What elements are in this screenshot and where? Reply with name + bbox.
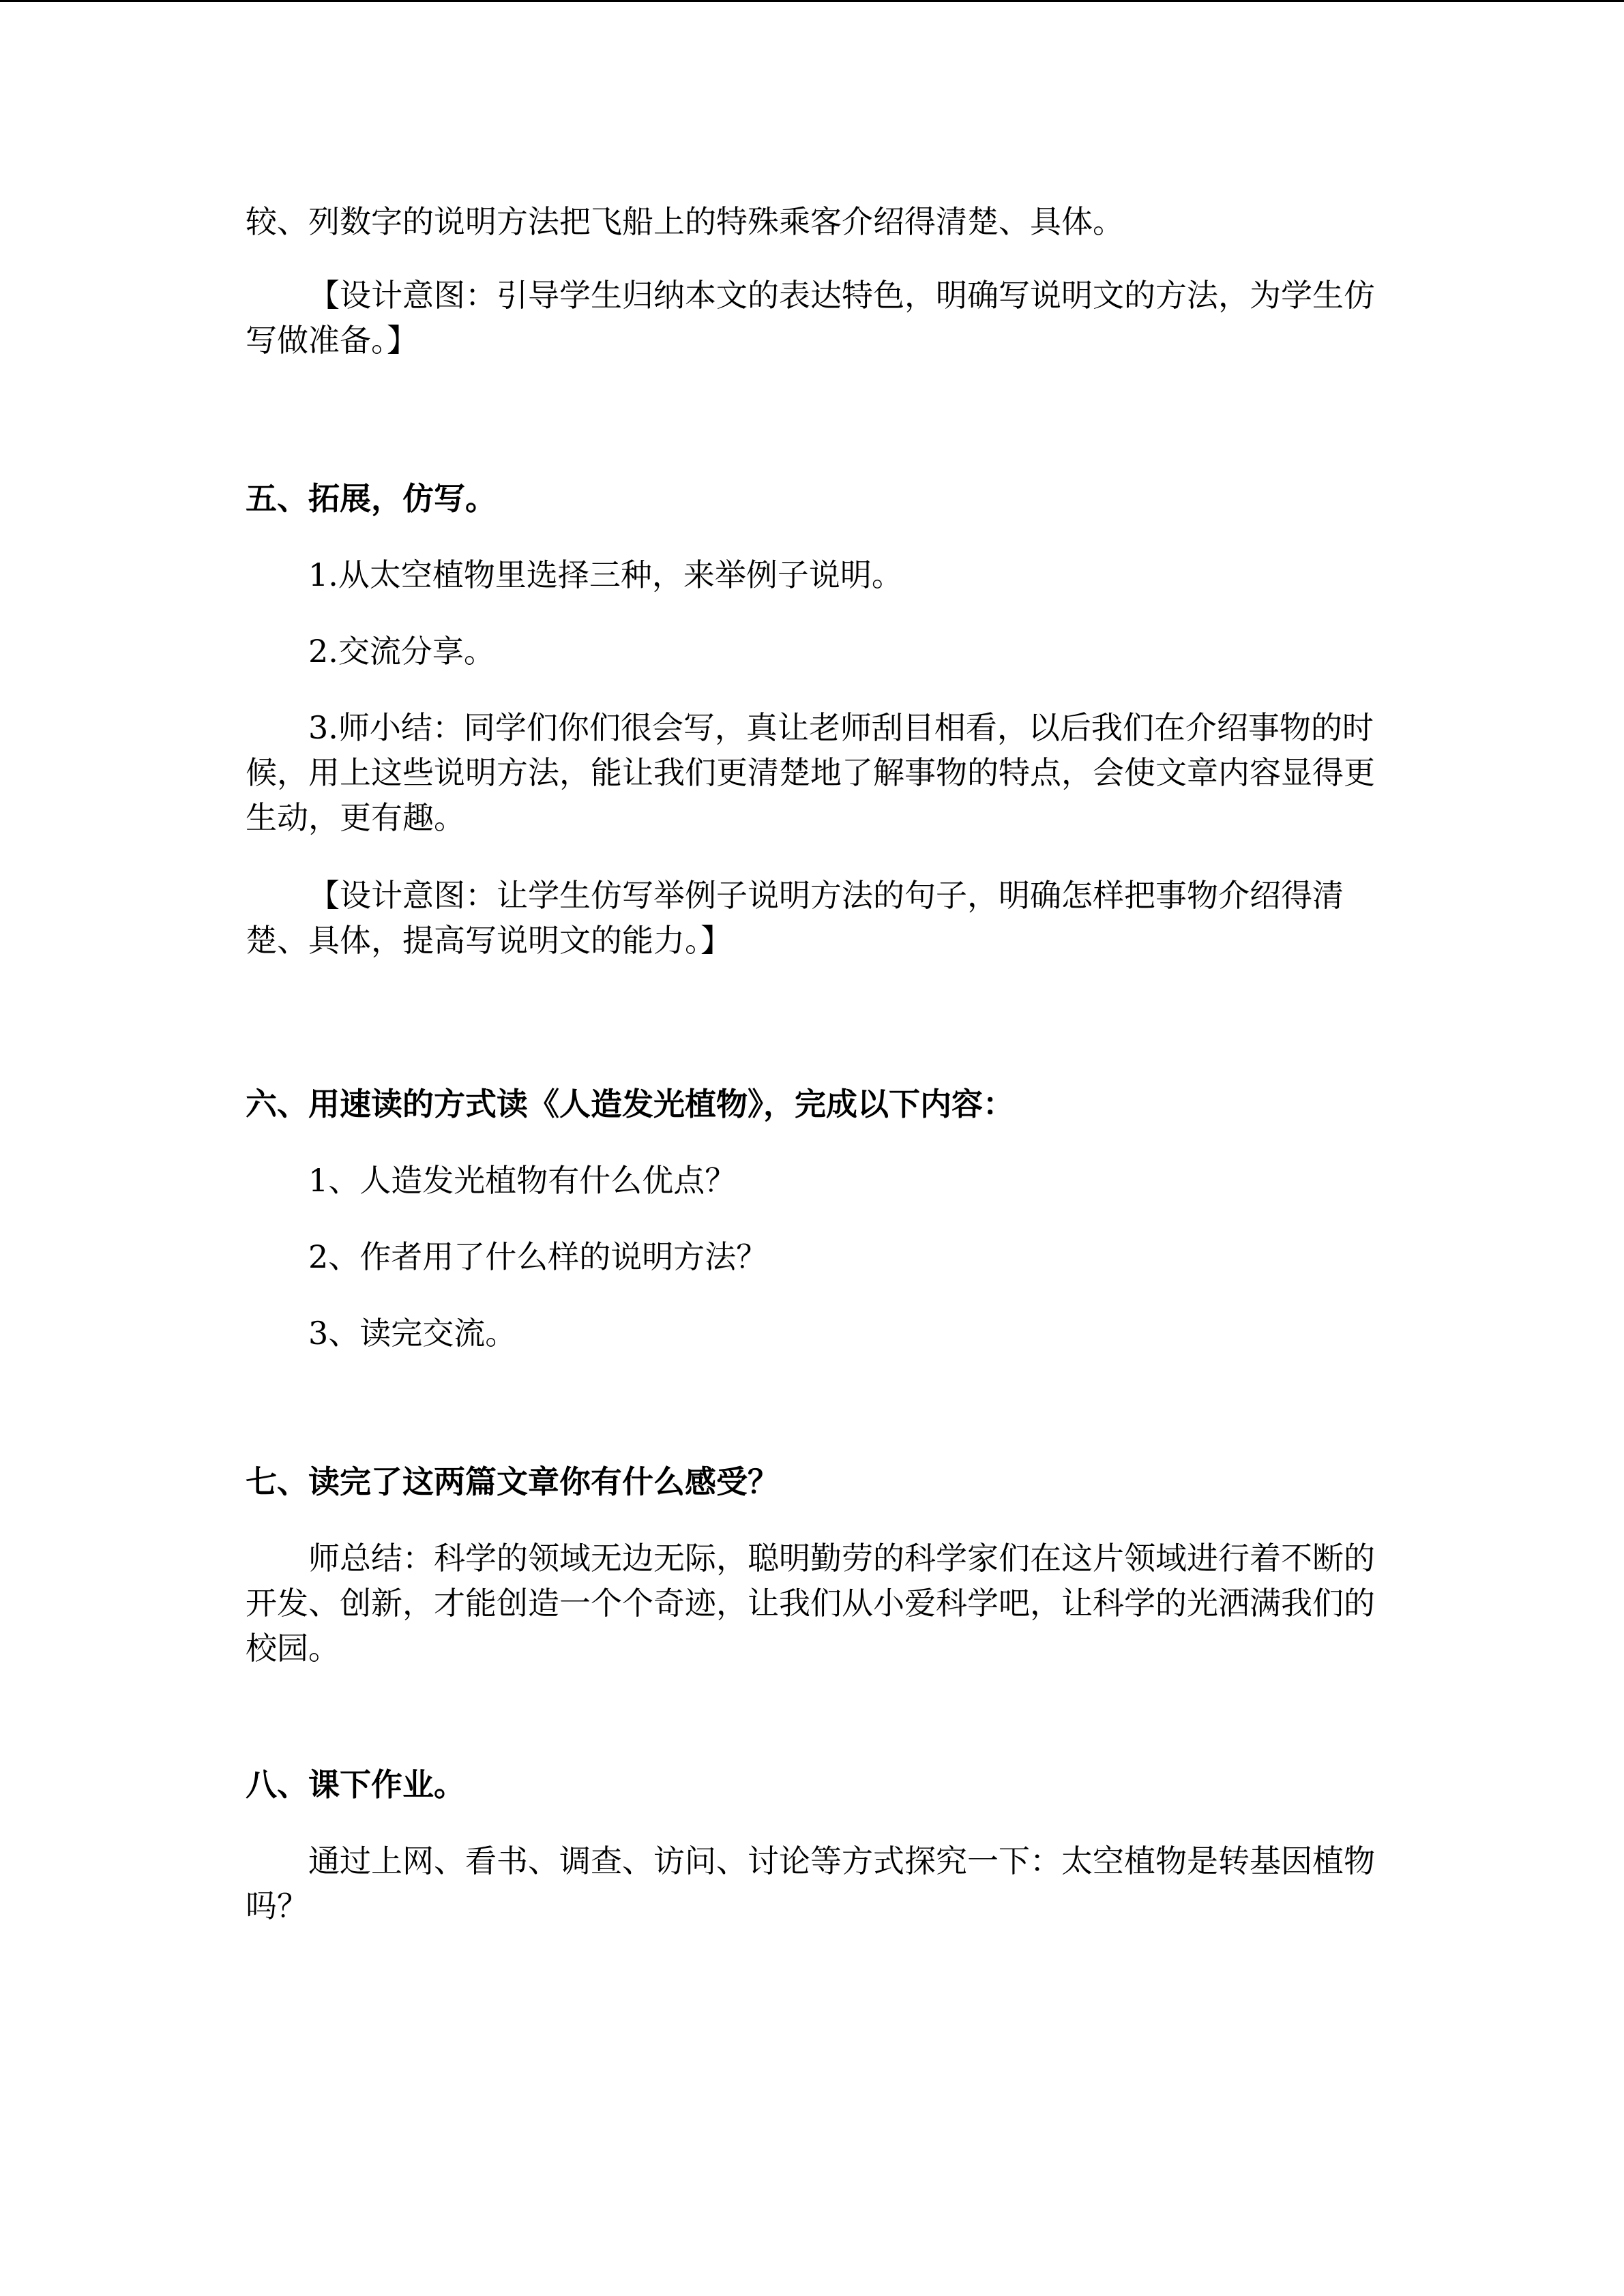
section5-item-2 [246, 629, 1378, 674]
heading: 七、读完了这两篇文章你有什么感受？ [246, 1463, 779, 1500]
heading: 八、课下作业。 [246, 1766, 465, 1803]
section6-item-2 [246, 1234, 1378, 1279]
text-paragraph: 师总结：科学的领域无边无际，聪明勤劳的科学家们在这片领域进行着不断的开发、创新，才能创造一个个奇迹，让我们从小爱科学吧，让科学的光洒满我们的校园。 [246, 1540, 1375, 1667]
section6-item-3 [246, 1311, 1378, 1356]
text-paragraph: 【设计意图：引导学生归纳本文的表达特色，明确写说明文的方法，为学生仿写做准备。】 [246, 277, 1375, 359]
design-intent-2 [246, 873, 1378, 963]
list-item: 1、人造发光植物有什么优点？ [308, 1162, 737, 1199]
section8-homework [246, 1838, 1378, 1928]
list-item: 3.师小结：同学们你们很会写，真让老师刮目相看，以后我们在介绍事物的时候，用上这些说明方法，能让我们更清楚地了解事物的特点，会使文章内容显得更生动，更有趣。 [246, 709, 1375, 836]
top-border-line [0, 0, 1624, 2]
paragraph-continuation [246, 199, 1378, 244]
list-item: 2、作者用了什么样的说明方法？ [308, 1238, 768, 1275]
list-item: 1.从太空植物里选择三种，来举例子说明。 [308, 556, 903, 593]
section-heading-6 [246, 1082, 1378, 1127]
text-paragraph: 通过上网、看书、调查、访问、讨论等方式探究一下：太空植物是转基因植物吗？ [246, 1843, 1375, 1924]
text-paragraph: 【设计意图：让学生仿写举例子说明方法的句子，明确怎样把事物介绍得清楚、具体，提高写说明文的能力。】 [246, 877, 1344, 959]
list-item: 3、读完交流。 [308, 1315, 517, 1352]
section-heading-5 [246, 476, 1378, 521]
heading: 五、拓展，仿写。 [246, 480, 497, 517]
section7-summary [246, 1536, 1378, 1671]
design-intent-1 [246, 273, 1378, 363]
section6-item-1 [246, 1158, 1378, 1203]
section-heading-7 [246, 1459, 1378, 1504]
section5-item-1 [246, 552, 1378, 597]
section-heading-8 [246, 1762, 1378, 1807]
list-item: 2.交流分享。 [308, 633, 495, 670]
text-line: 较、列数字的说明方法把飞船上的特殊乘客介绍得清楚、具体。 [246, 203, 1124, 240]
section5-item-3 [246, 705, 1378, 840]
heading: 六、用速读的方式读《人造发光植物》，完成以下内容： [246, 1086, 1014, 1122]
